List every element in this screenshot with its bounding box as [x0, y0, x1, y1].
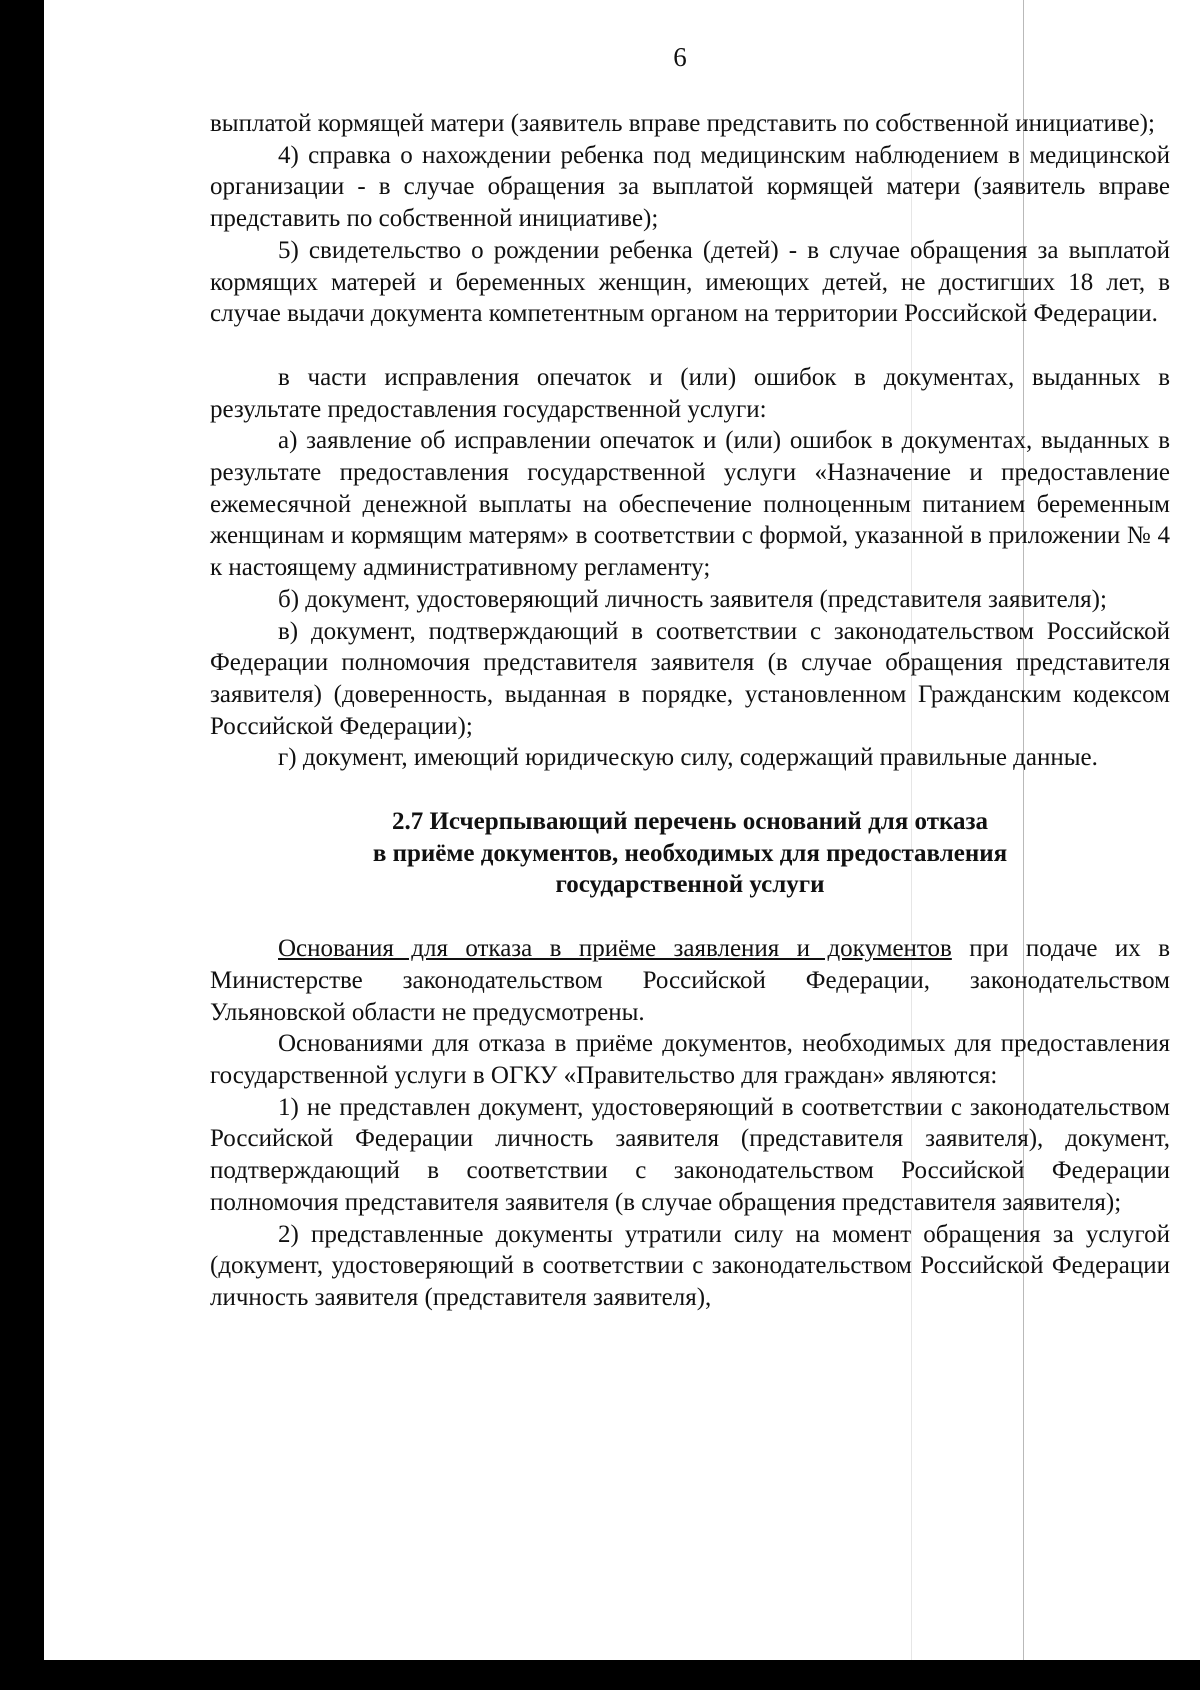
scan-edge-left	[0, 0, 44, 1690]
paragraph-gap	[210, 330, 1170, 362]
paragraph-item-a: а) заявление об исправлении опечаток и (или) ошибок в документах, выданных в результате предоставления государственной услуги «Назначение и предоставление ежемесячной денежной выплаты на обеспечение полноценным питанием беременным женщинам и кормящим матерям» в соответствии с формой, указанной в приложении № 4 к настоящему административному регламенту;	[210, 427, 1170, 582]
section-heading-line-2: в приёме документов, необходимых для предоставления	[372, 839, 1008, 867]
paragraph-refusal-list-intro: Основаниями для отказа в приёме документов, необходимых для предоставления государственной услуги в ОГКУ «Правительство для граждан» являются:	[210, 1030, 1170, 1089]
paragraph-text: при подаче их в Министерстве законодательством Российской Федерации, законодательством Ульяновской области не предусмотрены.	[210, 935, 1170, 1026]
paragraph-item-b: б) документ, удостоверяющий личность заявителя (представителя заявителя);	[278, 585, 1107, 613]
paragraph-item-4: 4) справка о нахождении ребенка под медицинским наблюдением в медицинской организации - в случае обращения за выплатой кормящей матери (заявитель вправе представить по собственной инициативе);	[210, 141, 1170, 233]
paragraph-item-g: г) документ, имеющий юридическую силу, содержащий правильные данные.	[278, 744, 1098, 772]
paragraph-refusal-item-1: 1) не представлен документ, удостоверяющий в соответствии с законодательством Российской Федерации личность заявителя (представителя заявителя), документ, подтверждающий в соответствии с законодательством Российской Федерации полномочия представителя заявителя (в случае обращения представителя заявителя);	[210, 1093, 1170, 1216]
document-body	[210, 108, 1170, 1314]
section-heading-line-1: 2.7 Исчерпывающий перечень оснований для отказа	[391, 808, 989, 836]
section-gap	[210, 901, 1170, 933]
paragraph-refusal-item-2: 2) представленные документы утратили силу на момент обращения за услугой (документ, удостоверяющий в соответствии с законодательством Российской Федерации личность заявителя (представителя заявителя),	[210, 1220, 1170, 1311]
underlined-phrase: Основания для отказа в приёме заявления и документов	[278, 935, 952, 963]
scan-edge-bottom	[0, 1660, 1200, 1690]
section-heading-line-3: государственной услуги	[555, 871, 825, 899]
paragraph-refusal-grounds	[210, 933, 1170, 1028]
paragraph-corrections-intro: в части исправления опечаток и (или) ошибок в документах, выданных в результате предоставления государственной услуги:	[210, 363, 1170, 423]
paragraph-item-v: в) документ, подтверждающий в соответствии с законодательством Российской Федерации полномочия представителя заявителя (в случае обращения представителя заявителя) (доверенность, выданная в порядке, установленном Гражданским кодексом Российской Федерации);	[210, 617, 1170, 740]
paragraph-item-5: 5) свидетельство о рождении ребенка (детей) - в случае обращения за выплатой кормящих матерей и беременных женщин, имеющих детей, не достигших 18 лет, в случае выдачи документа компетентным органом на территории Российской Федерации.	[210, 236, 1170, 328]
paragraph-continuation: выплатой кормящей матери (заявитель вправе представить по собственной инициативе);	[210, 110, 1155, 137]
section-gap	[210, 774, 1170, 806]
page-number: 6	[673, 42, 687, 72]
